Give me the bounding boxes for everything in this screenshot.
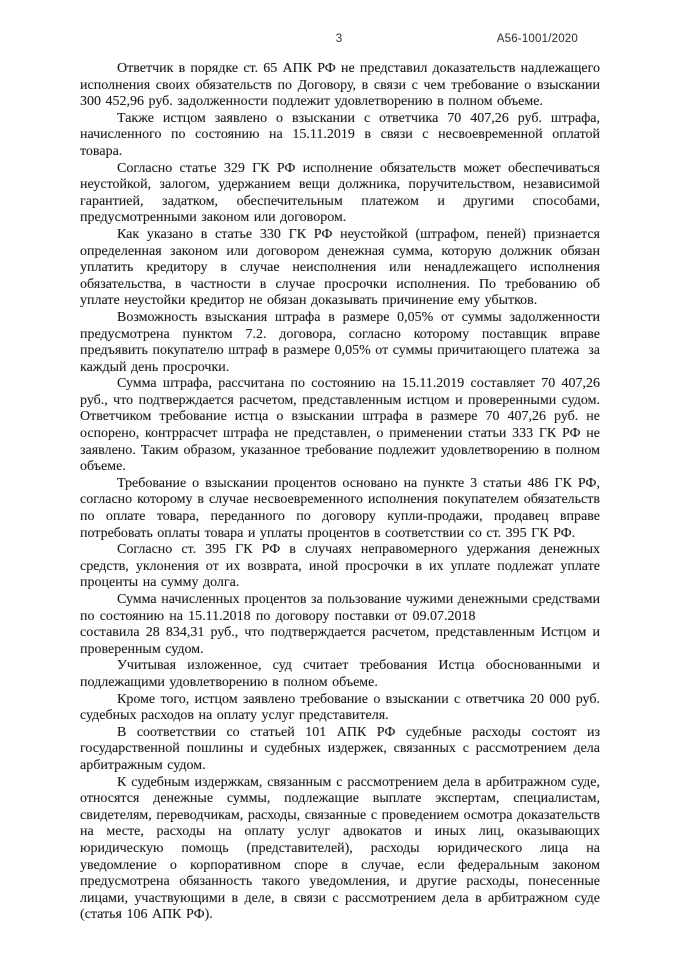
paragraph-penalty-sum: Сумма штрафа, рассчитана по состоянию на 15.11.2019 составляет 70 407,26 руб., что подтверждается расчетом, представленным истцом и проверенными судом. Ответчиком требование истца о взыскании штрафа в размере 70 407,26 руб. не оспорено, контррасчет штрафа не представлен, о применении статьи 333 ГК РФ не заявлено. Таким образом, указанное требование подлежит удовлетворению в полном объеме. [80,376,600,475]
paragraph-penalty-claim: Также истцом заявлено о взыскании с ответчика 70 407,26 руб. штрафа, начисленного по состоянию на 15.11.2019 в связи с несвоевременной оплатой товара. [80,110,600,159]
paragraph-interest-claim: Требование о взыскании процентов основано на пункте 3 статьи 486 ГК РФ, согласно которому в случае несвоевременного исполнения покупателем обязательств по оплате товара, переданного по договору купли-продажи, продавец вправе потребовать оплаты товара и уплаты процентов в соответствии со ст. 395 ГК РФ. [80,475,600,541]
paragraph-interest-sum: Сумма начисленных процентов за пользование чужими денежными средствами по состоянию на 15.11.2018 по договору поставки от 09.07.2018 составила 28 834,31 руб., что подтверждается расчетом, представленным Истцом и проверенным судом. [80,592,600,657]
paragraph-article-330: Как указано в статье 330 ГК РФ неустойкой (штрафом, пеней) признается определенная законом или договором денежная сумма, которую должник обязан уплатить кредитору в случае неисполнения или ненадлежащего исполнения обязательства, в частности в случае просрочки исполнения. По требованию об уплате неустойки кредитор не обязан доказывать причинение ему убытков. [80,226,600,309]
paragraph-legal-costs-claim: Кроме того, истцом заявлено требование о взыскании с ответчика 20 000 руб. судебных расходов на оплату услуг представителя. [80,691,600,724]
paragraph-responder-proof: Ответчик в порядке ст. 65 АПК РФ не представил доказательств надлежащего исполнения своих обязательств по Договору, в связи с чем требование о взыскании 300 452,96 руб. задолженности подлежит удовлетворению в полном объеме. [80,61,600,110]
paragraph-article-329: Согласно статье 329 ГК РФ исполнение обязательств может обеспечиваться неустойкой, залогом, удержанием вещи должника, поручительством, независимой гарантией, задатком, обеспечительным платежом и другими способами, предусмотренными законом или договором. [80,160,600,226]
case-number: А56-1001/2020 [496,33,578,45]
paragraph-penalty-rate: Возможность взыскания штрафа в размере 0,05% от суммы задолженности предусмотрена пунктом 7.2. договора, согласно которому поставщик вправе предъявить покупателю штраф в размере 0,05% от суммы причитающего платежа за каждый день просрочки. [80,309,600,375]
paragraph-court-conclusion: Учитывая изложенное, суд считает требования Истца обоснованными и подлежащими удовлетворению в полном объеме. [80,658,600,690]
document-body [80,61,600,924]
paragraph-article-101: В соответствии со статьей 101 АПК РФ судебные расходы состоят из государственной пошлины и судебных издержек, связанных с рассмотрением дела арбитражным судом. [80,724,600,773]
paragraph-article-395: Согласно ст. 395 ГК РФ в случаях неправомерного удержания денежных средств, уклонения от их возврата, иной просрочки в их уплате подлежат уплате проценты на сумму долга. [80,542,600,591]
paragraph-article-106: К судебным издержкам, связанным с рассмотрением дела в арбитражном суде, относятся денежные суммы, подлежащие выплате экспертам, специалистам, свидетелям, переводчикам, расходы, связанные с проведением осмотра доказательств на месте, расходы на оплату услуг адвокатов и иных лиц, оказывающих юридическую помощь (представителей), расходы юридического лица на уведомление о корпоративном споре в случае, если федеральным законом предусмотрена обязанность такого уведомления, и другие расходы, понесенные лицами, участвующими в деле, в связи с рассмотрением дела в арбитражном суде (статья 106 АПК РФ). [80,774,600,923]
page-header [0,33,678,49]
page-number: 3 [335,33,343,45]
